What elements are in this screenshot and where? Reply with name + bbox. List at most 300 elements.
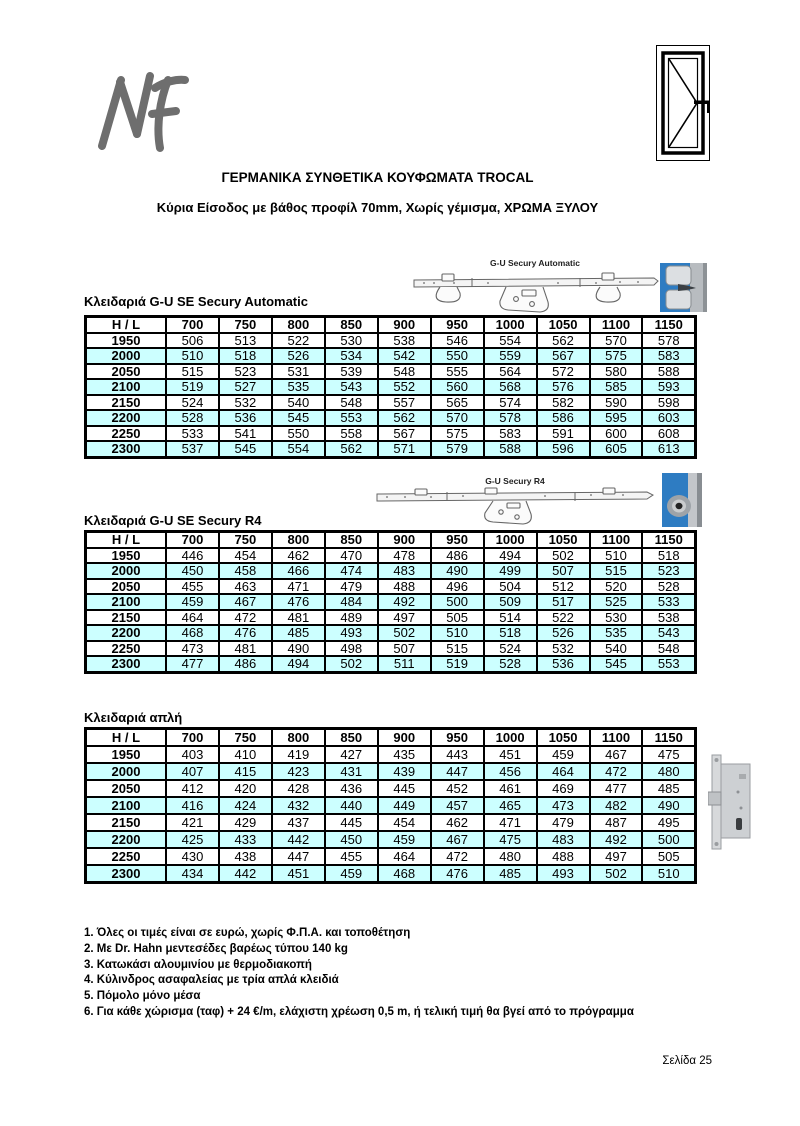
- header-cell-width: 1050: [537, 317, 590, 333]
- price-cell: 467: [590, 746, 643, 763]
- price-cell: 526: [537, 625, 590, 641]
- table-row: [86, 426, 696, 442]
- price-cell: 579: [431, 441, 484, 457]
- price-cell: 543: [325, 379, 378, 395]
- price-cell: 513: [219, 333, 272, 349]
- price-cell: 499: [484, 563, 537, 579]
- price-cell: 483: [537, 831, 590, 848]
- row-header-height: 2150: [86, 814, 167, 831]
- price-cell: 507: [537, 563, 590, 579]
- table-row: [86, 579, 696, 595]
- price-cell: 554: [484, 333, 537, 349]
- page-number: Σελίδα 25: [662, 1055, 712, 1067]
- price-cell: 593: [642, 379, 695, 395]
- table-row: [86, 333, 696, 349]
- lock-figure-r4: [375, 470, 705, 532]
- price-cell: 509: [484, 594, 537, 610]
- price-cell: 524: [166, 395, 219, 411]
- row-header-height: 1950: [86, 548, 167, 564]
- price-cell: 461: [484, 780, 537, 797]
- price-cell: 520: [590, 579, 643, 595]
- price-cell: 527: [219, 379, 272, 395]
- header-cell-width: 750: [219, 532, 272, 548]
- price-cell: 536: [537, 656, 590, 672]
- price-cell: 502: [325, 656, 378, 672]
- price-cell: 490: [431, 563, 484, 579]
- header-cell-hl: H / L: [86, 729, 167, 747]
- price-cell: 487: [590, 814, 643, 831]
- price-cell: 452: [431, 780, 484, 797]
- price-cell: 608: [642, 426, 695, 442]
- price-cell: 481: [272, 610, 325, 626]
- price-cell: 562: [537, 333, 590, 349]
- price-cell: 455: [166, 579, 219, 595]
- table-row: [86, 797, 696, 814]
- price-cell: 613: [642, 441, 695, 457]
- row-header-height: 2200: [86, 831, 167, 848]
- row-header-height: 1950: [86, 746, 167, 763]
- table-row: [86, 656, 696, 672]
- price-cell: 437: [272, 814, 325, 831]
- table-row: [86, 625, 696, 641]
- price-cell: 555: [431, 364, 484, 380]
- price-table-secury-r4: [84, 530, 697, 674]
- header-cell-width: 700: [166, 729, 219, 747]
- header-cell-width: 800: [272, 532, 325, 548]
- price-cell: 548: [325, 395, 378, 411]
- price-cell: 557: [378, 395, 431, 411]
- price-cell: 459: [378, 831, 431, 848]
- price-cell: 496: [431, 579, 484, 595]
- price-cell: 434: [166, 865, 219, 883]
- price-cell: 519: [166, 379, 219, 395]
- price-cell: 481: [219, 641, 272, 657]
- price-cell: 424: [219, 797, 272, 814]
- price-cell: 553: [325, 410, 378, 426]
- price-cell: 523: [642, 563, 695, 579]
- header-cell-width: 700: [166, 317, 219, 333]
- header-cell-width: 850: [325, 317, 378, 333]
- row-header-height: 2150: [86, 395, 167, 411]
- price-cell: 535: [272, 379, 325, 395]
- price-cell: 459: [325, 865, 378, 883]
- price-cell: 447: [272, 848, 325, 865]
- price-cell: 482: [590, 797, 643, 814]
- header-cell-width: 750: [219, 729, 272, 747]
- price-cell: 419: [272, 746, 325, 763]
- price-cell: 588: [484, 441, 537, 457]
- price-cell: 517: [537, 594, 590, 610]
- price-cell: 603: [642, 410, 695, 426]
- price-cell: 421: [166, 814, 219, 831]
- price-cell: 510: [431, 625, 484, 641]
- price-cell: 480: [484, 848, 537, 865]
- price-cell: 495: [642, 814, 695, 831]
- price-cell: 484: [325, 594, 378, 610]
- price-cell: 506: [166, 333, 219, 349]
- price-cell: 458: [219, 563, 272, 579]
- price-cell: 427: [325, 746, 378, 763]
- price-cell: 531: [272, 364, 325, 380]
- price-cell: 524: [484, 641, 537, 657]
- price-cell: 462: [272, 548, 325, 564]
- price-cell: 475: [484, 831, 537, 848]
- table-caption-simple-lock: Κλειδαριά απλή: [84, 710, 183, 725]
- price-cell: 567: [378, 426, 431, 442]
- price-cell: 492: [378, 594, 431, 610]
- price-cell: 431: [325, 763, 378, 780]
- table-row: [86, 865, 696, 883]
- price-cell: 486: [219, 656, 272, 672]
- price-cell: 510: [166, 348, 219, 364]
- row-header-height: 2100: [86, 594, 167, 610]
- price-cell: 550: [272, 426, 325, 442]
- price-cell: 478: [378, 548, 431, 564]
- header-cell-width: 1100: [590, 317, 643, 333]
- price-cell: 494: [272, 656, 325, 672]
- price-cell: 514: [484, 610, 537, 626]
- price-cell: 538: [378, 333, 431, 349]
- price-cell: 507: [378, 641, 431, 657]
- price-cell: 510: [590, 548, 643, 564]
- price-cell: 451: [272, 865, 325, 883]
- price-cell: 472: [219, 610, 272, 626]
- price-cell: 470: [325, 548, 378, 564]
- price-cell: 443: [431, 746, 484, 763]
- header-cell-width: 850: [325, 532, 378, 548]
- price-cell: 494: [484, 548, 537, 564]
- price-cell: 502: [378, 625, 431, 641]
- price-cell: 570: [431, 410, 484, 426]
- price-cell: 485: [272, 625, 325, 641]
- price-cell: 472: [590, 763, 643, 780]
- price-cell: 515: [431, 641, 484, 657]
- price-cell: 525: [590, 594, 643, 610]
- price-cell: 464: [166, 610, 219, 626]
- price-cell: 500: [642, 831, 695, 848]
- footnotes: [84, 926, 744, 1021]
- price-cell: 558: [325, 426, 378, 442]
- price-cell: 485: [642, 780, 695, 797]
- price-cell: 410: [219, 746, 272, 763]
- table-caption-secury-automatic: Κλειδαριά G-U SE Secury Automatic: [84, 294, 308, 309]
- price-cell: 450: [166, 563, 219, 579]
- price-cell: 572: [537, 364, 590, 380]
- table-row: [86, 348, 696, 364]
- row-header-height: 2250: [86, 848, 167, 865]
- price-cell: 447: [431, 763, 484, 780]
- price-cell: 545: [590, 656, 643, 672]
- price-cell: 498: [325, 641, 378, 657]
- price-cell: 502: [590, 865, 643, 883]
- price-cell: 596: [537, 441, 590, 457]
- table-row: [86, 848, 696, 865]
- price-cell: 536: [219, 410, 272, 426]
- header-cell-width: 1150: [642, 729, 695, 747]
- price-cell: 586: [537, 410, 590, 426]
- row-header-height: 2300: [86, 865, 167, 883]
- price-cell: 578: [642, 333, 695, 349]
- price-cell: 546: [431, 333, 484, 349]
- price-cell: 575: [431, 426, 484, 442]
- table-row: [86, 763, 696, 780]
- header-cell-width: 900: [378, 729, 431, 747]
- header-cell-width: 1100: [590, 532, 643, 548]
- header-cell-width: 800: [272, 317, 325, 333]
- price-cell: 598: [642, 395, 695, 411]
- row-header-height: 2050: [86, 364, 167, 380]
- price-cell: 476: [219, 625, 272, 641]
- price-cell: 462: [431, 814, 484, 831]
- nf-logo: [92, 68, 207, 158]
- header-cell-width: 700: [166, 532, 219, 548]
- price-cell: 505: [642, 848, 695, 865]
- header-cell-width: 1150: [642, 317, 695, 333]
- header-cell-width: 1050: [537, 729, 590, 747]
- row-header-height: 1950: [86, 333, 167, 349]
- price-cell: 455: [325, 848, 378, 865]
- price-cell: 528: [484, 656, 537, 672]
- price-cell: 515: [590, 563, 643, 579]
- nf-logo-icon: [92, 68, 207, 158]
- price-cell: 523: [219, 364, 272, 380]
- price-cell: 535: [590, 625, 643, 641]
- price-cell: 476: [272, 594, 325, 610]
- page-subtitle: Κύρια Είσοδος με βάθος προφίλ 70mm, Χωρίς γέμισμα, ΧΡΩΜΑ ΞΥΛΟΥ: [156, 200, 599, 215]
- price-cell: 467: [219, 594, 272, 610]
- price-cell: 567: [537, 348, 590, 364]
- door-diagram-icon: [650, 42, 720, 164]
- price-cell: 454: [378, 814, 431, 831]
- price-cell: 522: [272, 333, 325, 349]
- price-cell: 504: [484, 579, 537, 595]
- price-cell: 541: [219, 426, 272, 442]
- price-cell: 574: [484, 395, 537, 411]
- lock-cylinder-photo: [662, 473, 702, 527]
- table-row: [86, 379, 696, 395]
- header-cell-width: 1100: [590, 729, 643, 747]
- footnote: 6. Για κάθε χώρισμα (ταφ) + 24 €/m, ελάχιστη χρέωση 0,5 m, ή τελική τιμή θα βγεί από το πρόγραμμα: [84, 1005, 634, 1018]
- price-cell: 483: [378, 563, 431, 579]
- price-cell: 445: [325, 814, 378, 831]
- price-cell: 605: [590, 441, 643, 457]
- price-cell: 428: [272, 780, 325, 797]
- price-cell: 465: [484, 797, 537, 814]
- row-header-height: 2200: [86, 410, 167, 426]
- price-cell: 585: [590, 379, 643, 395]
- table-row: [86, 364, 696, 380]
- price-cell: 515: [166, 364, 219, 380]
- price-cell: 500: [431, 594, 484, 610]
- price-cell: 583: [642, 348, 695, 364]
- price-cell: 583: [484, 426, 537, 442]
- price-cell: 471: [484, 814, 537, 831]
- header-cell-width: 1000: [484, 729, 537, 747]
- price-cell: 429: [219, 814, 272, 831]
- header-cell-width: 850: [325, 729, 378, 747]
- price-cell: 511: [378, 656, 431, 672]
- price-cell: 548: [642, 641, 695, 657]
- price-cell: 415: [219, 763, 272, 780]
- price-cell: 575: [590, 348, 643, 364]
- price-cell: 442: [219, 865, 272, 883]
- lock-figure-automatic: [410, 258, 710, 318]
- price-cell: 488: [378, 579, 431, 595]
- price-cell: 526: [272, 348, 325, 364]
- price-cell: 522: [537, 610, 590, 626]
- price-cell: 595: [590, 410, 643, 426]
- price-cell: 454: [219, 548, 272, 564]
- price-cell: 450: [325, 831, 378, 848]
- table-row: [86, 548, 696, 564]
- price-cell: 528: [166, 410, 219, 426]
- price-cell: 533: [642, 594, 695, 610]
- price-cell: 542: [378, 348, 431, 364]
- price-cell: 545: [219, 441, 272, 457]
- footnote: 3. Κατωκάσι αλουμινίου με θερμοδιακοπή: [84, 958, 312, 971]
- price-cell: 488: [537, 848, 590, 865]
- table-row: [86, 610, 696, 626]
- price-cell: 479: [537, 814, 590, 831]
- table-row: [86, 641, 696, 657]
- row-header-height: 2000: [86, 348, 167, 364]
- price-cell: 539: [325, 364, 378, 380]
- table-row: [86, 746, 696, 763]
- table-row: [86, 441, 696, 457]
- price-table-simple-lock: [84, 727, 697, 884]
- price-cell: 497: [590, 848, 643, 865]
- header-cell-hl: H / L: [86, 532, 167, 548]
- lock-keeper-photo: [660, 263, 707, 312]
- price-cell: 502: [537, 548, 590, 564]
- header-cell-hl: H / L: [86, 317, 167, 333]
- row-header-height: 2300: [86, 656, 167, 672]
- price-cell: 472: [431, 848, 484, 865]
- price-cell: 436: [325, 780, 378, 797]
- price-cell: 490: [272, 641, 325, 657]
- price-cell: 568: [484, 379, 537, 395]
- price-cell: 440: [325, 797, 378, 814]
- price-cell: 416: [166, 797, 219, 814]
- row-header-height: 2050: [86, 579, 167, 595]
- price-cell: 425: [166, 831, 219, 848]
- price-cell: 538: [642, 610, 695, 626]
- price-cell: 545: [272, 410, 325, 426]
- price-cell: 512: [537, 579, 590, 595]
- price-cell: 582: [537, 395, 590, 411]
- price-cell: 543: [642, 625, 695, 641]
- price-cell: 559: [484, 348, 537, 364]
- price-cell: 480: [642, 763, 695, 780]
- lock-figure-automatic-label: G-U Secury Automatic: [490, 258, 580, 268]
- price-cell: 479: [325, 579, 378, 595]
- price-cell: 477: [590, 780, 643, 797]
- price-cell: 492: [590, 831, 643, 848]
- price-cell: 463: [219, 579, 272, 595]
- header-cell-width: 950: [431, 317, 484, 333]
- price-cell: 518: [642, 548, 695, 564]
- table-caption-secury-r4: Κλειδαριά G-U SE Secury R4: [84, 513, 262, 528]
- price-cell: 451: [484, 746, 537, 763]
- price-cell: 474: [325, 563, 378, 579]
- price-cell: 580: [590, 364, 643, 380]
- price-cell: 578: [484, 410, 537, 426]
- price-cell: 550: [431, 348, 484, 364]
- header-row: [86, 729, 696, 747]
- price-cell: 570: [590, 333, 643, 349]
- price-cell: 497: [378, 610, 431, 626]
- lock-figure-r4-label: G-U Secury R4: [485, 476, 545, 486]
- price-cell: 537: [166, 441, 219, 457]
- price-cell: 467: [431, 831, 484, 848]
- row-header-height: 2000: [86, 563, 167, 579]
- price-cell: 490: [642, 797, 695, 814]
- price-cell: 471: [272, 579, 325, 595]
- price-cell: 562: [378, 410, 431, 426]
- price-cell: 588: [642, 364, 695, 380]
- header-row: [86, 532, 696, 548]
- row-header-height: 2250: [86, 641, 167, 657]
- row-header-height: 2000: [86, 763, 167, 780]
- price-cell: 432: [272, 797, 325, 814]
- multipoint-lock-drawing-icon: [410, 268, 660, 316]
- header-cell-width: 1000: [484, 532, 537, 548]
- price-cell: 489: [325, 610, 378, 626]
- price-cell: 445: [378, 780, 431, 797]
- price-cell: 423: [272, 763, 325, 780]
- table-row: [86, 563, 696, 579]
- price-cell: 473: [537, 797, 590, 814]
- mortise-lock-photo: [708, 752, 766, 852]
- price-cell: 552: [378, 379, 431, 395]
- header-cell-width: 950: [431, 729, 484, 747]
- page-title: ΓΕΡΜΑΝΙΚΑ ΣΥΝΘΕΤΙΚΑ ΚΟΥΦΩΜΑΤΑ TROCAL: [221, 170, 534, 185]
- price-cell: 510: [642, 865, 695, 883]
- price-cell: 554: [272, 441, 325, 457]
- price-cell: 459: [166, 594, 219, 610]
- price-cell: 518: [219, 348, 272, 364]
- header-cell-width: 1150: [642, 532, 695, 548]
- price-cell: 548: [378, 364, 431, 380]
- price-cell: 571: [378, 441, 431, 457]
- price-cell: 407: [166, 763, 219, 780]
- multipoint-lock-drawing-icon: [375, 486, 655, 526]
- price-cell: 486: [431, 548, 484, 564]
- price-cell: 459: [537, 746, 590, 763]
- price-cell: 505: [431, 610, 484, 626]
- price-cell: 466: [272, 563, 325, 579]
- price-cell: 564: [484, 364, 537, 380]
- price-cell: 442: [272, 831, 325, 848]
- price-cell: 532: [219, 395, 272, 411]
- header-cell-width: 900: [378, 317, 431, 333]
- header-cell-width: 1000: [484, 317, 537, 333]
- price-cell: 493: [537, 865, 590, 883]
- table-row: [86, 831, 696, 848]
- price-cell: 475: [642, 746, 695, 763]
- row-header-height: 2250: [86, 426, 167, 442]
- price-cell: 485: [484, 865, 537, 883]
- row-header-height: 2200: [86, 625, 167, 641]
- price-cell: 518: [484, 625, 537, 641]
- price-cell: 449: [378, 797, 431, 814]
- header-cell-width: 800: [272, 729, 325, 747]
- price-cell: 473: [166, 641, 219, 657]
- table-row: [86, 814, 696, 831]
- price-cell: 457: [431, 797, 484, 814]
- price-cell: 560: [431, 379, 484, 395]
- row-header-height: 2300: [86, 441, 167, 457]
